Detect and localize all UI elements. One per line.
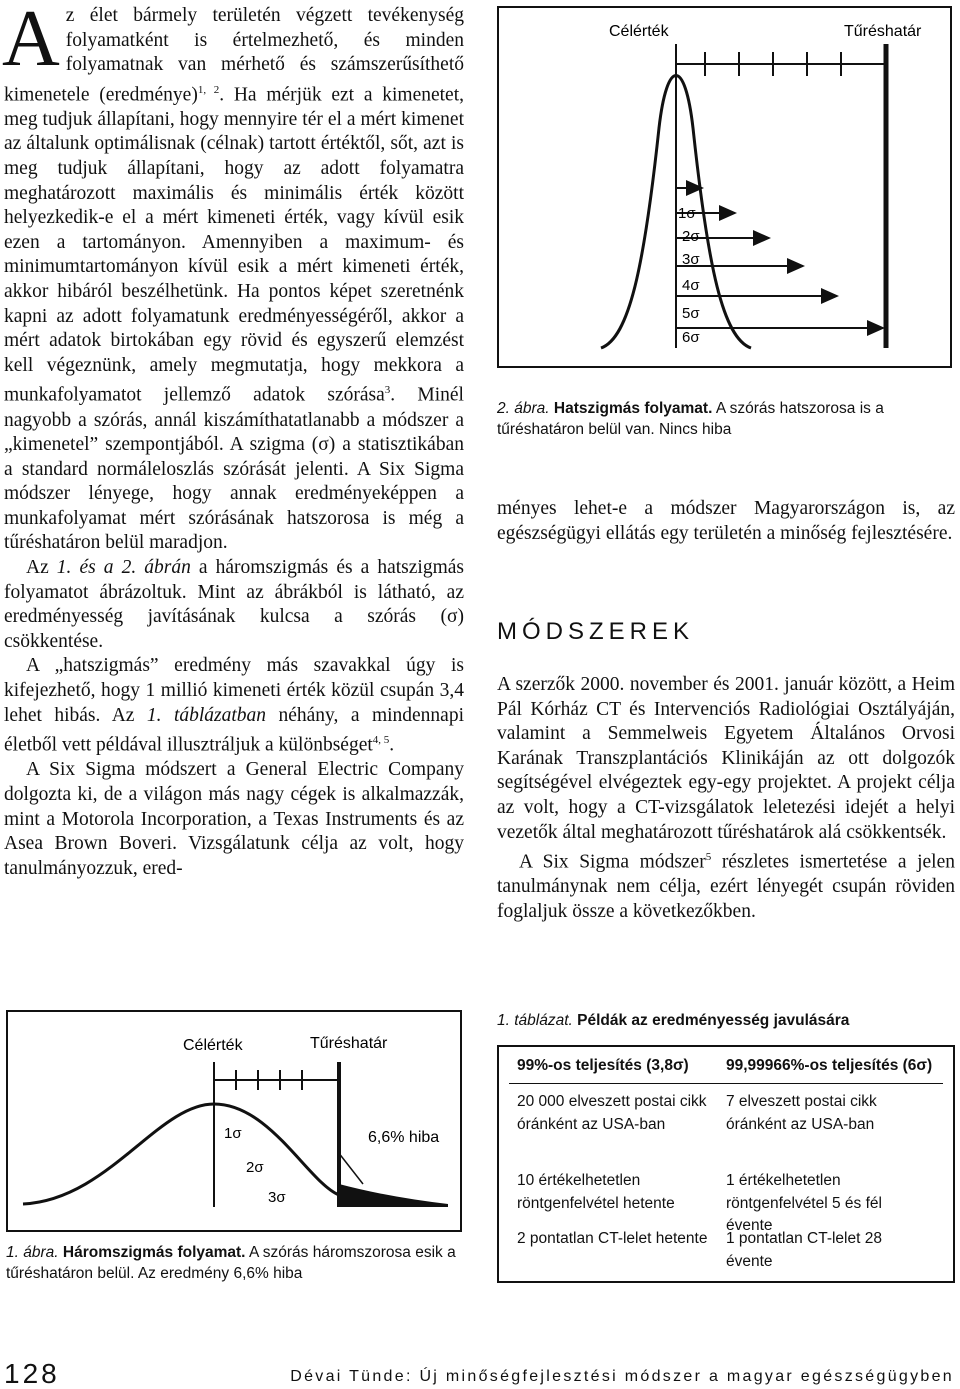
- bell-curve: [23, 1104, 339, 1204]
- caption-title: Háromszigmás folyamat.: [62, 1244, 246, 1261]
- sigma-label: 4σ: [682, 277, 700, 294]
- caption-number: 1. ábra.: [6, 1244, 59, 1261]
- caption-title: Hatszigmás folyamat.: [553, 400, 713, 417]
- right-column-top: [497, 497, 955, 546]
- paragraph-1: [2, 0, 465, 556]
- text: a háromszigmás és a hatszigmás folyamatot ábrázoltuk. Mint az ábrákból is látható, az eredményesség javításának kulcsa a szórás (σ) csökkentése.: [4, 557, 464, 652]
- tolerance-label: Tűréshatár: [844, 23, 922, 40]
- text: A Six Sigma módszer: [519, 851, 706, 873]
- ref-sup: 5: [705, 851, 712, 864]
- tolerance-label: Tűréshatár: [310, 1035, 388, 1052]
- sigma-label: 2σ: [682, 228, 700, 245]
- methods-paragraph-2: [497, 845, 955, 924]
- running-title: Dévai Tünde: Új minőségfejlesztési módszer a magyar egészségügyben: [290, 1368, 954, 1385]
- text: .: [389, 734, 395, 756]
- table-1-caption: [497, 1010, 955, 1031]
- table-cell: 1 értékelhetetlen röntgenfelvétel 5 és fél évente: [726, 1172, 882, 1234]
- column-header: 99%-os teljesítés (3,8σ): [517, 1057, 689, 1074]
- caption-text: A szórás hatszorosa is a tűréshatáron belül van. Nincs hiba: [497, 400, 884, 438]
- sigma-arrows: [676, 188, 883, 328]
- defect-pointer: [338, 1152, 363, 1184]
- figure-1-chart: [8, 1012, 460, 1230]
- paragraph-1-end: . Minél nagyobb a szórás, annál kiszámíthatatlanabb a módszer a „kimenetel” szempontjából. A szigma (σ) a statisztikában a standard normáleloszlás szórását jelenti. A Six Sigma módszer lényege, hogy annak eredményeképpen a munkafolyamat mért szórásának hatszorosa is még a tűréshatáron belül maradjon.: [4, 384, 464, 554]
- figure-1-caption: [6, 1242, 462, 1284]
- caption-number: 2. ábra.: [497, 400, 550, 417]
- figure-1-box: [6, 1010, 462, 1232]
- methods-paragraph-1: A szerzők 2000. november és 2001. január között, a Heim Pál Kórház CT és Intervenciós Radiológiai Osztályáján, valamint a Semmelweis Egyetem Általános Orvosi Karának Transzplantációs Klinikáján az ott dolgozók segítségével elvégeztek egy-egy projektet. A projekt célja az volt, hogy a CT-vizsgálatok leletezési idejét a helyi vezetők által meghatározott tűréshatárok alá csökkentsék.: [497, 674, 955, 843]
- figure-ref: 1. és a 2. ábrán: [56, 557, 191, 579]
- sigma-label: 6σ: [682, 329, 700, 346]
- table-cell: 7 elveszett postai cikk óránként az USA-ban: [726, 1093, 877, 1133]
- sigma-label: 3σ: [268, 1189, 286, 1206]
- left-column: [2, 0, 465, 881]
- target-label: Célérték: [183, 1037, 243, 1054]
- caption-text: A szórás háromszorosa esik a tűréshatáron belül. Az eredmény 6,6% hiba: [6, 1244, 456, 1282]
- paragraph-2: [4, 556, 464, 654]
- paragraph-3: [4, 654, 464, 758]
- text: Az: [26, 557, 57, 579]
- page-number: 128: [4, 1358, 60, 1389]
- sigma-label: 3σ: [682, 251, 700, 268]
- caption-title: Példák az eredményesség javulására: [577, 1012, 850, 1029]
- ref-sup: 3: [384, 384, 391, 397]
- defect-label: 6,6% hiba: [368, 1129, 440, 1146]
- figure-2-caption: [497, 398, 952, 440]
- figure-2-box: [497, 6, 952, 368]
- paragraph-1-text: z élet bármely területén végzett tevékenység folyamatként is értelmezhető, és minden folyamatnak van mérhető és számszerűsíthető kimenetele (eredménye): [4, 5, 464, 106]
- table-cell: 2 pontatlan CT-lelet hetente: [517, 1230, 708, 1247]
- table-ref: 1. táblázatban: [146, 704, 267, 726]
- text: A „hatszigmás” eredmény más szavakkal úgy is kifejezhető, hogy 1 millió kimeneti érték közül csupán 3,4 lehet hibás. Az: [4, 655, 464, 726]
- sigma-label: 2σ: [246, 1159, 264, 1176]
- target-label: Célérték: [609, 23, 669, 40]
- ref-sup: 4, 5: [372, 734, 390, 747]
- table-1-header-divider: [509, 1083, 943, 1084]
- table-cell: 1 pontatlan CT-lelet 28 évente: [726, 1230, 882, 1270]
- paragraph-1-cont: . Ha mérjük ezt a kimenetet, meg tudjuk állapítani, hogy mennyire tér el a mért kimenet az általunk optimálisnak (célnak) tartott értéktől, sőt, azt is meg tudjuk állapítani, hogy az adott folyamatra meghatározott maximális és minimális érték között helyezkedik-e el a mért kimeneti érték, vagy kívül esik ezen a tartományon. Amennyiben a maximum- és minimumtartományon kívül esik a mért kimeneti érték, akkor hibáról beszélhetünk. Ha pontos képet szeretnénk kapni az adott folyamatunk eredményességéről, akkor a mért adatok birtokában egy rövid és egyszerű elemzést kell végeznünk, amely megmutatja, hogy mekkora a munkafolyamatot jellemző adatok szórása: [4, 84, 465, 406]
- drop-cap: A: [2, 0, 60, 83]
- caption-number: 1. táblázat.: [497, 1012, 573, 1029]
- sigma-label: 1σ: [224, 1125, 242, 1142]
- table-cell: 20 000 elveszett postai cikk óránként az USA-ban: [517, 1093, 707, 1133]
- section-heading: MÓDSZEREK: [497, 618, 695, 645]
- right-column-body: [497, 673, 955, 924]
- paragraph-continued: ményes lehet-e a módszer Magyarországon is, az egészségügyi ellátás egy területén a minőség fejlesztésére.: [497, 498, 955, 544]
- ref-sup: 1, 2: [197, 83, 220, 96]
- paragraph-4: A Six Sigma módszert a General Electric Company dolgozta ki, de a világon más nagy cégek is alkalmazzák, mint a Motorola Incorporation, a Texas Instruments és az Asea Brown Boveri. Vizsgálatunk célja az volt, hogy tanulmányozzuk, ered-: [4, 759, 464, 879]
- defect-area: [339, 1184, 448, 1207]
- figure-2-chart: [499, 8, 950, 366]
- sigma-label: 5σ: [682, 305, 700, 322]
- table-cell: 10 értékelhetetlen röntgenfelvétel hetente: [517, 1172, 675, 1212]
- text: részletes ismertetése a jelen tanulmánynak nem célja, ezért lényegét csupán röviden foglaljuk össze a következőkben.: [497, 851, 956, 922]
- column-header: 99,99966%-os teljesítés (6σ): [726, 1057, 933, 1074]
- sigma-label: 1σ: [678, 205, 696, 222]
- text: néhány, a mindennapi életből vett példával illusztráljuk a különbséget: [4, 704, 465, 756]
